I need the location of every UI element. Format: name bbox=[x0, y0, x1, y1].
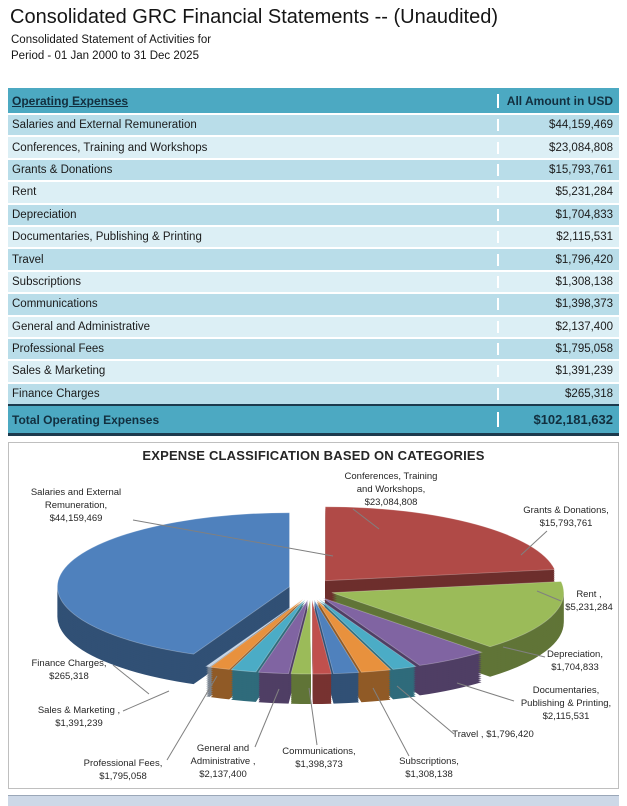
pie-label-0: Salaries and External Remuneration, $44,159,469 bbox=[30, 487, 122, 524]
table-total-row bbox=[8, 404, 619, 436]
table-header-amount: All Amount in USD bbox=[497, 94, 619, 108]
row-label: Conferences, Training and Workshops bbox=[12, 141, 208, 154]
leader-line-5 bbox=[457, 683, 514, 701]
pie-label-7: Subscriptions, $1,308,138 bbox=[399, 756, 459, 780]
table-row bbox=[8, 292, 619, 314]
page-title: Consolidated GRC Financial Statements -- (Unaudited) bbox=[10, 6, 498, 28]
leader-line-7 bbox=[373, 688, 409, 756]
row-label: Communications bbox=[12, 298, 98, 311]
pie-label-12: Finance Charges, $265,318 bbox=[31, 658, 107, 682]
row-value: $265,318 bbox=[497, 388, 619, 400]
row-value: $1,391,239 bbox=[497, 365, 619, 377]
table-row bbox=[8, 315, 619, 337]
table-row bbox=[8, 180, 619, 202]
row-value: $1,796,420 bbox=[497, 254, 619, 266]
row-value: $23,084,808 bbox=[497, 142, 619, 154]
row-label: Salaries and External Remuneration bbox=[12, 119, 197, 132]
row-value: $1,795,058 bbox=[497, 343, 619, 355]
table-row bbox=[8, 359, 619, 381]
pie-slice-1 bbox=[325, 507, 554, 581]
table-header-row bbox=[8, 88, 619, 113]
total-value: $102,181,632 bbox=[497, 412, 619, 427]
row-label: Professional Fees bbox=[12, 343, 105, 356]
table-row bbox=[8, 382, 619, 404]
operating-expenses-table bbox=[8, 88, 619, 436]
pie-label-9: General and Administrative , $2,137,400 bbox=[190, 743, 256, 780]
cropped-next-section-edge bbox=[8, 795, 619, 806]
pie-label-4: Depreciation, $1,704,833 bbox=[547, 649, 603, 673]
pie-label-6: Travel , $1,796,420 bbox=[452, 729, 534, 740]
table-row bbox=[8, 247, 619, 269]
row-label: Travel bbox=[12, 253, 44, 266]
pie-label-11: Sales & Marketing , $1,391,239 bbox=[37, 705, 121, 729]
row-label: Grants & Donations bbox=[12, 163, 113, 176]
pie-label-8: Communications, $1,398,373 bbox=[282, 746, 356, 770]
pie-label-3: Rent , $5,231,284 bbox=[565, 589, 613, 613]
total-label: Total Operating Expenses bbox=[12, 412, 160, 427]
table-row bbox=[8, 135, 619, 157]
table-rows bbox=[8, 113, 619, 404]
pie-label-1: Conferences, Training and Workshops, $23,084,808 bbox=[344, 471, 438, 508]
row-label: Subscriptions bbox=[12, 275, 82, 288]
table-row bbox=[8, 158, 619, 180]
subtitle-line-1: Consolidated Statement of Activities for bbox=[11, 34, 212, 46]
table-row bbox=[8, 225, 619, 247]
row-value: $44,159,469 bbox=[497, 119, 619, 131]
row-label: Depreciation bbox=[12, 208, 77, 221]
table-row bbox=[8, 203, 619, 225]
pie-label-2: Grants & Donations, $15,793,761 bbox=[523, 505, 609, 529]
expense-pie-chart bbox=[8, 442, 619, 789]
table-row bbox=[8, 337, 619, 359]
row-value: $1,398,373 bbox=[497, 298, 619, 310]
pie-label-10: Professional Fees, $1,795,058 bbox=[83, 758, 163, 782]
row-value: $1,704,833 bbox=[497, 209, 619, 221]
table-header-label: Operating Expenses bbox=[12, 93, 129, 108]
table-row bbox=[8, 270, 619, 292]
leader-line-11 bbox=[123, 691, 169, 711]
row-label: Finance Charges bbox=[12, 387, 100, 400]
chart-title: EXPENSE CLASSIFICATION BASED ON CATEGORIES bbox=[142, 448, 485, 463]
row-value: $5,231,284 bbox=[497, 186, 619, 198]
row-label: Sales & Marketing bbox=[12, 365, 106, 378]
row-value: $15,793,761 bbox=[497, 164, 619, 176]
row-label: General and Administrative bbox=[12, 320, 151, 333]
pie-label-5: Documentaries, Publishing & Printing, $2,115,531 bbox=[520, 685, 612, 722]
row-label: Documentaries, Publishing & Printing bbox=[12, 231, 202, 244]
subtitle-line-2: Period - 01 Jan 2000 to 31 Dec 2025 bbox=[11, 50, 199, 62]
row-value: $2,115,531 bbox=[497, 231, 619, 243]
table-row bbox=[8, 113, 619, 135]
row-label: Rent bbox=[12, 186, 37, 199]
row-value: $1,308,138 bbox=[497, 276, 619, 288]
row-value: $2,137,400 bbox=[497, 321, 619, 333]
